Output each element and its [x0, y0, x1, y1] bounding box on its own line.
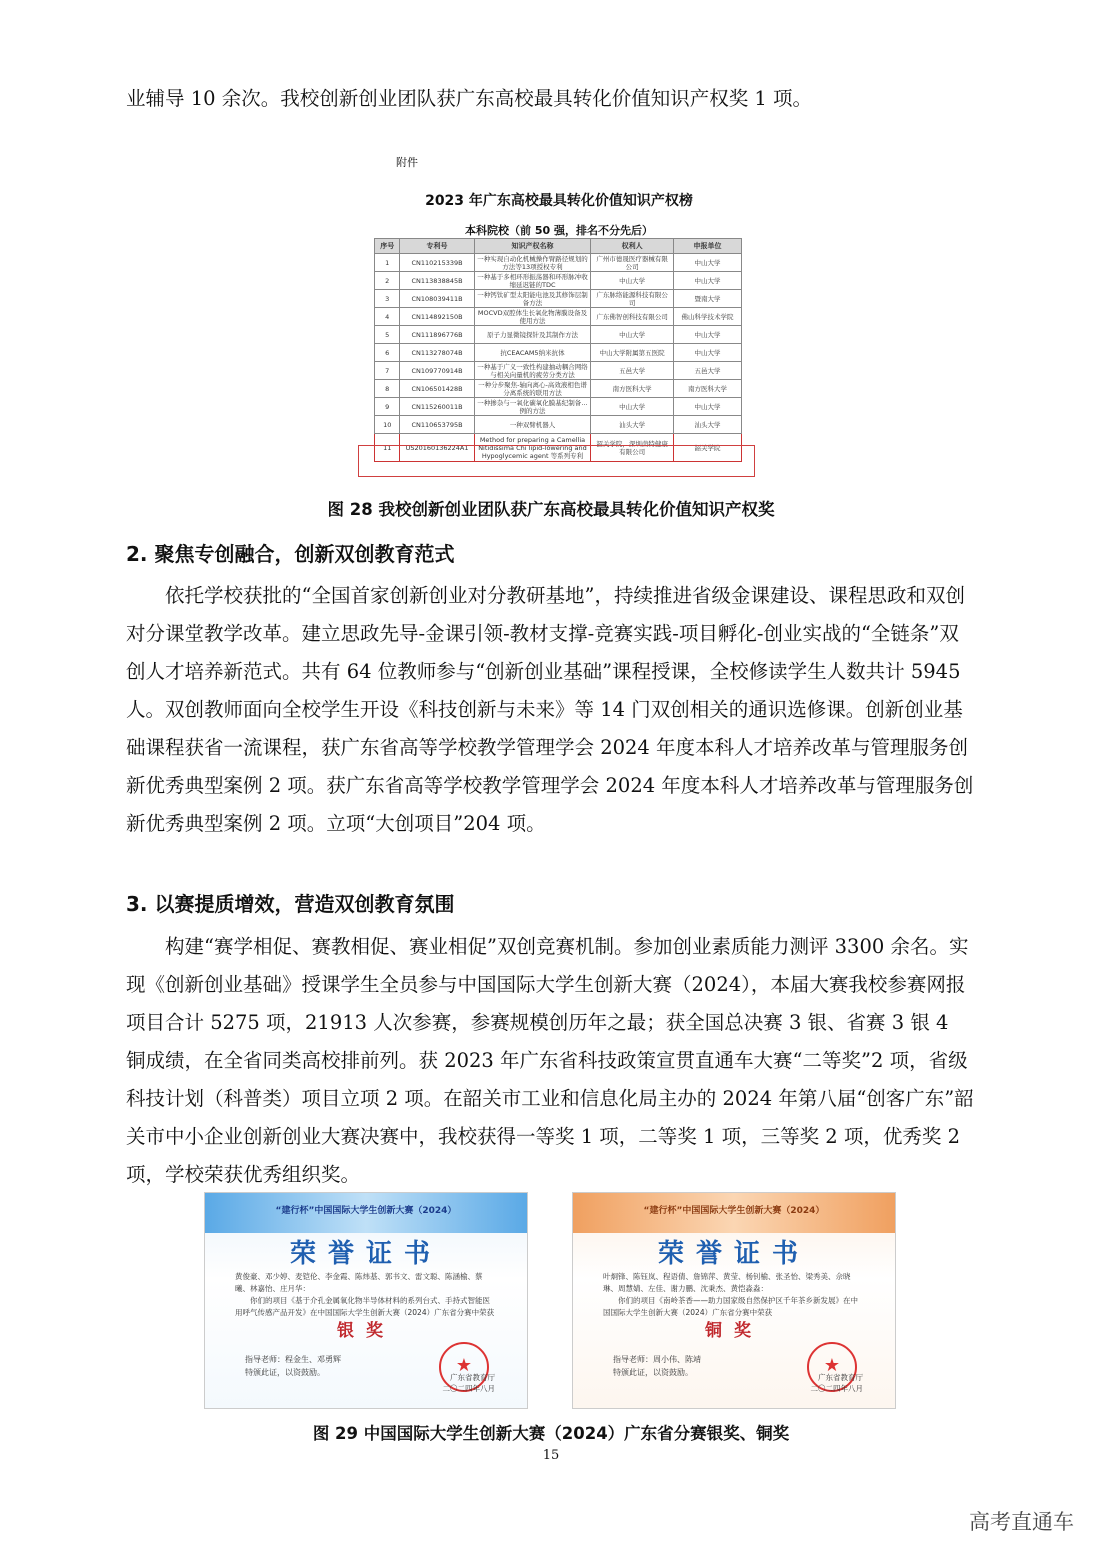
table-row	[375, 308, 742, 326]
table-cell: 1	[375, 254, 400, 272]
table-cell: 一种实现自动化机械操作臂路径规划的方法等13项授权专利	[474, 254, 591, 272]
table-cell: CN110215339B	[400, 254, 474, 272]
advisor-line: 指导老师：程金生、邓勇辉	[245, 1355, 341, 1364]
watermark: 高考直通车	[969, 1510, 1074, 1534]
table-cell: 10	[375, 416, 400, 434]
table-cell: 南方医科大学	[591, 380, 674, 398]
table-row	[375, 344, 742, 362]
table-cell: 中山大学	[591, 398, 674, 416]
certificate-issuer	[811, 1372, 864, 1394]
red-seal-icon: ★	[439, 1342, 489, 1392]
table-cell: 4	[375, 308, 400, 326]
figure-29-caption: 图 29 中国国际大学生创新大赛（2024）广东省分赛银奖、铜奖	[312, 1424, 790, 1443]
table-cell: 中山大学	[591, 326, 674, 344]
table-cell: 广东佛智创科技有限公司	[591, 308, 674, 326]
scan-title: 2023 年广东高校最具转化价值知识产权榜	[425, 193, 693, 209]
issuer-name: 广东省教育厅	[818, 1373, 863, 1382]
table-cell: 3	[375, 290, 400, 308]
closing-line: 特颁此证，以资鼓励。	[613, 1368, 693, 1377]
table-cell: CN108039411B	[400, 290, 474, 308]
table-cell: CN113838845B	[400, 272, 474, 290]
certificate-text	[235, 1271, 497, 1319]
table-header-cell: 知识产权名称	[474, 239, 591, 254]
section-2-paragraph: 依托学校获批的“全国首家创新创业对分教研基地”，持续推进省级金课建设、课程思政和双创对分课堂教学改革。建立思政先导-金课引领-教材支撑-竞赛实践-项目孵化-创业实战的“全链条”双创人才培养新范式。共有 64 位教师参与“创新创业基础”课程授课，全校修读学生人数共计 5945 人。双创教师面向全校学生开设《科技创新与未来》等 14 门双创相关的通识选修课。创新创业基础课程获省一流课程，获广东省高等学校教学管理学会 2024 年度本科人才培养改革与管理服务创新优秀典型案例 2 项。获广东省高等学校教学管理学会 2024 年度本科人才培养改革与管理服务创新优秀典型案例 2 项。立项“大创项目”204 项。	[126, 584, 974, 835]
certificate-title: 荣誉证书	[289, 1239, 442, 1269]
ip-ranking-scan	[368, 150, 750, 486]
table-cell: CN115260011B	[400, 398, 474, 416]
table-cell: 五邑大学	[591, 362, 674, 380]
table-cell: CN113278074B	[400, 344, 474, 362]
page-number: 15	[542, 1448, 560, 1463]
table-header-cell: 序号	[375, 239, 400, 254]
table-cell: 2	[375, 272, 400, 290]
table-cell: 五邑大学	[674, 362, 742, 380]
issue-date: 二〇二四年八月	[442, 1384, 495, 1393]
ip-ranking-table	[374, 238, 742, 462]
red-seal-icon: ★	[807, 1342, 857, 1392]
issuer-name: 广东省教育厅	[450, 1373, 495, 1382]
table-cell: 7	[375, 362, 400, 380]
table-row	[375, 272, 742, 290]
prize-label: 银奖	[337, 1321, 395, 1341]
figure-28-caption: 图 28 我校创新创业团队获广东高校最具转化价值知识产权奖	[327, 500, 775, 519]
table-row	[375, 254, 742, 272]
issue-date: 二〇二四年八月	[810, 1384, 863, 1393]
table-cell: 一种分步聚焦-轴向离心-高效液相色谱分离系统的联用方法	[474, 380, 591, 398]
table-cell: 8	[375, 380, 400, 398]
table-cell: 中山大学	[674, 272, 742, 290]
table-header-cell: 权利人	[591, 239, 674, 254]
intro-line: 业辅导 10 余次。我校创新创业团队获广东高校最具转化价值知识产权奖 1 项。	[126, 87, 813, 110]
table-header-cell: 申报单位	[674, 239, 742, 254]
table-cell: 韶关学院，深圳茵特健康有限公司	[591, 434, 674, 462]
table-row	[375, 290, 742, 308]
table-row	[375, 380, 742, 398]
table-cell: 广州市德晟医疗器械有限公司	[591, 254, 674, 272]
section-2-heading: 2. 聚焦专创融合，创新双创教育范式	[126, 542, 455, 566]
closing-line: 特颁此证，以资鼓励。	[245, 1368, 325, 1377]
scan-subtitle: 本科院校（前 50 强，排名不分先后）	[465, 224, 653, 237]
table-cell: 一种钙钛矿型太阳能电池及其修饰层制备方法	[474, 290, 591, 308]
table-cell: Method for preparing a Camellia Nitidissima Chi lipid-lowering and Hypoglycemic agent 等系列专利	[474, 434, 591, 462]
table-cell: 南方医科大学	[674, 380, 742, 398]
certificate-footer	[245, 1353, 341, 1379]
table-row	[375, 398, 742, 416]
certificate-banner-text: “建行杯”中国国际大学生创新大赛（2024）	[643, 1206, 825, 1216]
table-cell: 中山大学附属第五医院	[591, 344, 674, 362]
table-cell: 6	[375, 344, 400, 362]
table-cell: 一种双臂机器人	[474, 416, 591, 434]
table-cell: CN114892150B	[400, 308, 474, 326]
table-cell: CN109770914B	[400, 362, 474, 380]
table-cell: 原子力显微镜探针及其制作方法	[474, 326, 591, 344]
table-cell: 中山大学	[674, 326, 742, 344]
table-cell: 一种基于广义一致性构建抽动耦合网络与相关向量机的疲劳分类方法	[474, 362, 591, 380]
highlight-box	[358, 445, 755, 477]
attachment-label: 附件	[396, 156, 418, 169]
certificate-title: 荣誉证书	[657, 1239, 810, 1269]
table-header-cell: 专利号	[400, 239, 474, 254]
table-cell: 5	[375, 326, 400, 344]
table-cell: 佛山科学技术学院	[674, 308, 742, 326]
table-cell: 中山大学	[591, 272, 674, 290]
table-row	[375, 326, 742, 344]
table-cell: US20160136224A1	[400, 434, 474, 462]
table-cell: 11	[375, 434, 400, 462]
table-cell: CN111896776B	[400, 326, 474, 344]
award-body: 你们的项目《南岭茶香——助力国家级自然保护区千年茶乡新发展》在中国国际大学生创新大赛（2024）广东省分赛中荣获	[603, 1296, 858, 1317]
table-cell: 汕头大学	[591, 416, 674, 434]
table-cell: 一种基于多相环形振荡器和环形脉冲收缩延迟链的TDC	[474, 272, 591, 290]
table-cell: 汕头大学	[674, 416, 742, 434]
table-cell: 抗CEACAM5纳米抗体	[474, 344, 591, 362]
bronze-certificate	[572, 1192, 896, 1409]
section-3-paragraph: 构建“赛学相促、赛教相促、赛业相促”双创竞赛机制。参加创业素质能力测评 3300 余名。实现《创新创业基础》授课学生全员参与中国国际大学生创新大赛（2024），本届大赛我校参赛网报项目合计 5275 项，21913 人次参赛，参赛规模创历年之最；获全国总决赛 3 银、省赛 3 银 4 铜成绩，在全省同类高校排前列。获 2023 年广东省科技政策宣贯直通车大赛“二等奖”2 项，省级科技计划（科普类）项目立项 2 项。在韶关市工业和信息化局主办的 2024 年第八届“创客广东”韶关市中小企业创新创业大赛决赛中，我校获得一等奖 1 项，二等奖 1 项，三等奖 2 项，优秀奖 2 项，学校荣获优秀组织奖。	[126, 935, 974, 1186]
table-cell: CN110653795B	[400, 416, 474, 434]
table-cell: 中山大学	[674, 344, 742, 362]
table-cell: 广东脉络能源科技有限公司	[591, 290, 674, 308]
table-cell: MOCVD双腔体生长氧化物薄膜设备及使用方法	[474, 308, 591, 326]
advisor-line: 指导老师：周小伟、陈靖	[613, 1355, 701, 1364]
certificate-banner-text: “建行杯”中国国际大学生创新大赛（2024）	[275, 1206, 457, 1216]
table-row	[375, 416, 742, 434]
certificate-text	[603, 1271, 865, 1319]
silver-certificate	[204, 1192, 528, 1409]
table-cell: 中山大学	[674, 254, 742, 272]
table-cell: 9	[375, 398, 400, 416]
prize-label: 铜奖	[705, 1321, 763, 1341]
award-names: 叶炯锋、陈钰岚、程语倩、詹锦萍、黄莹、杨钊榆、张圣怡、梁秀美、佘晓琳、周慧婧、左佳、谢力鹏、沈秉杰、黄恺淼淼：	[603, 1272, 851, 1293]
certificate-issuer	[443, 1372, 496, 1394]
certificate-footer	[613, 1353, 701, 1379]
table-cell: 暨南大学	[674, 290, 742, 308]
table-row	[375, 362, 742, 380]
table-cell: 韶关学院	[674, 434, 742, 462]
table-cell: CN106501428B	[400, 380, 474, 398]
table-cell: 一种掺杂与一氧化碳氧化膜基纪制备…例的方法	[474, 398, 591, 416]
table-cell: 中山大学	[674, 398, 742, 416]
award-body: 你们的项目《基于介孔金属氧化物半导体材料的系列台式、手持式智能医用呼气传感产品开发》在中国国际大学生创新大赛（2024）广东省分赛中荣获	[235, 1296, 495, 1317]
section-3-heading: 3. 以赛提质增效，营造双创教育氛围	[126, 892, 455, 916]
award-names: 黄俊豪、邓少婷、麦铠伦、李金霞、陈炜基、郭书文、雷文聪、陈涵榆、蔡曦、林嘉怡、庄月华：	[235, 1272, 483, 1293]
